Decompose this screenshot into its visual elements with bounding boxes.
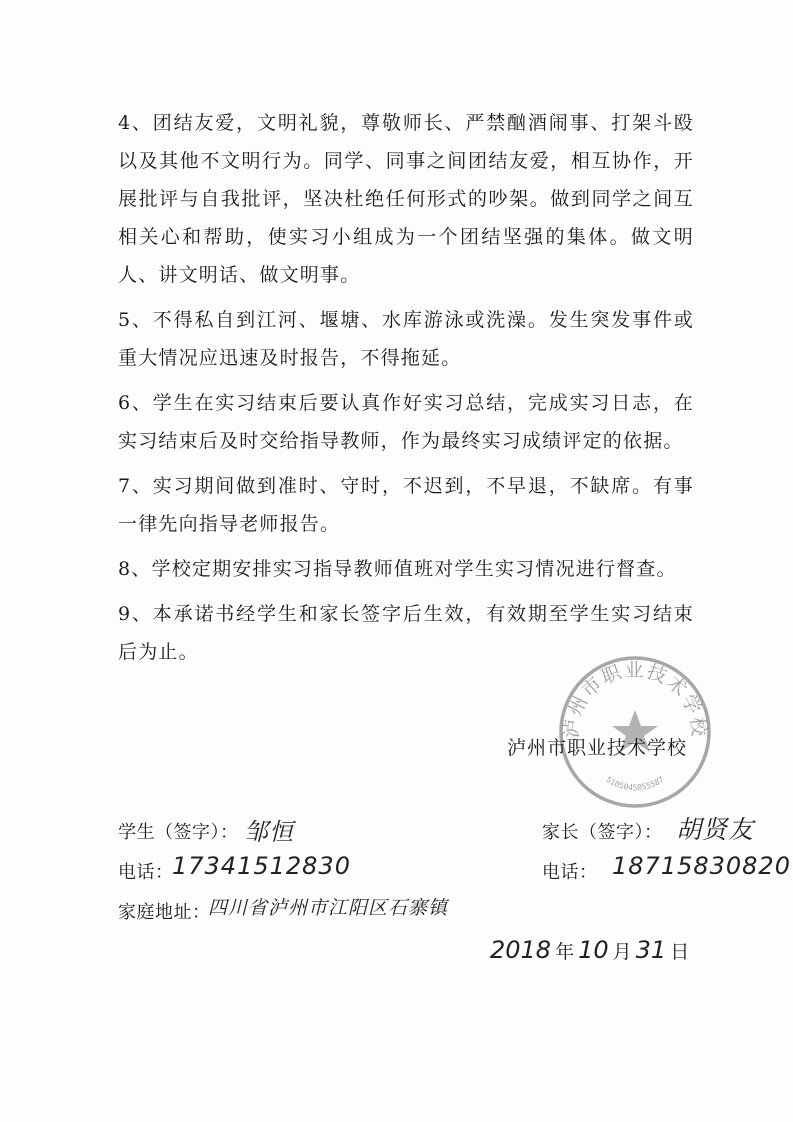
date-year-unit: 年 (555, 941, 575, 963)
clause-5: 5、不得私自到江河、堰塘、水库游泳或洗澡。发生突发事件或重大情况应迅速及时报告，不得拖延。 (118, 309, 694, 369)
student-phone-label: 电话： (118, 862, 174, 883)
svg-text:5105045055587 (604, 775, 665, 792)
clause-6: 6、学生在实习结束后要认真作好实习总结，完成实习日志，在实习结束后及时交给指导教师，作为最终实习成绩评定的依据。 (118, 392, 694, 452)
parent-phone-label: 电话： (542, 862, 598, 883)
student-address: 四川省泸州市江阳区石寨镇 (208, 897, 449, 919)
clause-8: 8、学校定期安排实习指导教师值班对学生实习情况进行督查。 (118, 558, 677, 580)
student-signature-label: 学生（签字）： (118, 822, 239, 843)
student-signature: 邹恒 (244, 818, 294, 846)
school-name: 泸州市职业技术学校 (507, 737, 688, 759)
school-seal (555, 652, 715, 812)
clause-list (118, 104, 694, 678)
seal-text: 泸州市职业技术学校 (560, 659, 710, 740)
parent-signature-label: 家长（签字）： (542, 822, 663, 843)
date-day-unit: 日 (670, 941, 690, 963)
parent-signature: 胡贤友 (676, 815, 755, 844)
date-line (490, 936, 693, 964)
clause-9: 9、本承诺书经学生和家长签字后生效，有效期至学生实习结束后为止。 (118, 603, 694, 663)
clause-7: 7、实习期间做到准时、守时，不迟到，不早退，不缺席。有事一律先向指导老师报告。 (118, 475, 694, 535)
date-month-unit: 月 (612, 941, 632, 963)
date-day: 31 (635, 936, 667, 964)
parent-phone: 18715830820 (612, 852, 791, 880)
student-phone: 17341512830 (172, 852, 351, 880)
date-month: 10 (578, 936, 609, 964)
clause-4: 4、团结友爱，文明礼貌，尊敬师长、严禁酗酒闹事、打架斗殴以及其他不文明行为。同学、同事之间团结友爱，相互协作，开展批评与自我批评，坚决杜绝任何形式的吵架。做到同学之间互相关心和帮助，使实习小组成为一个团结坚强的集体。做文明人、讲文明话、做文明事。 (118, 112, 694, 286)
student-address-label: 家庭地址： (118, 902, 211, 923)
date-year: 2018 (490, 936, 552, 964)
seal-number: 5105045055587 (604, 774, 666, 793)
